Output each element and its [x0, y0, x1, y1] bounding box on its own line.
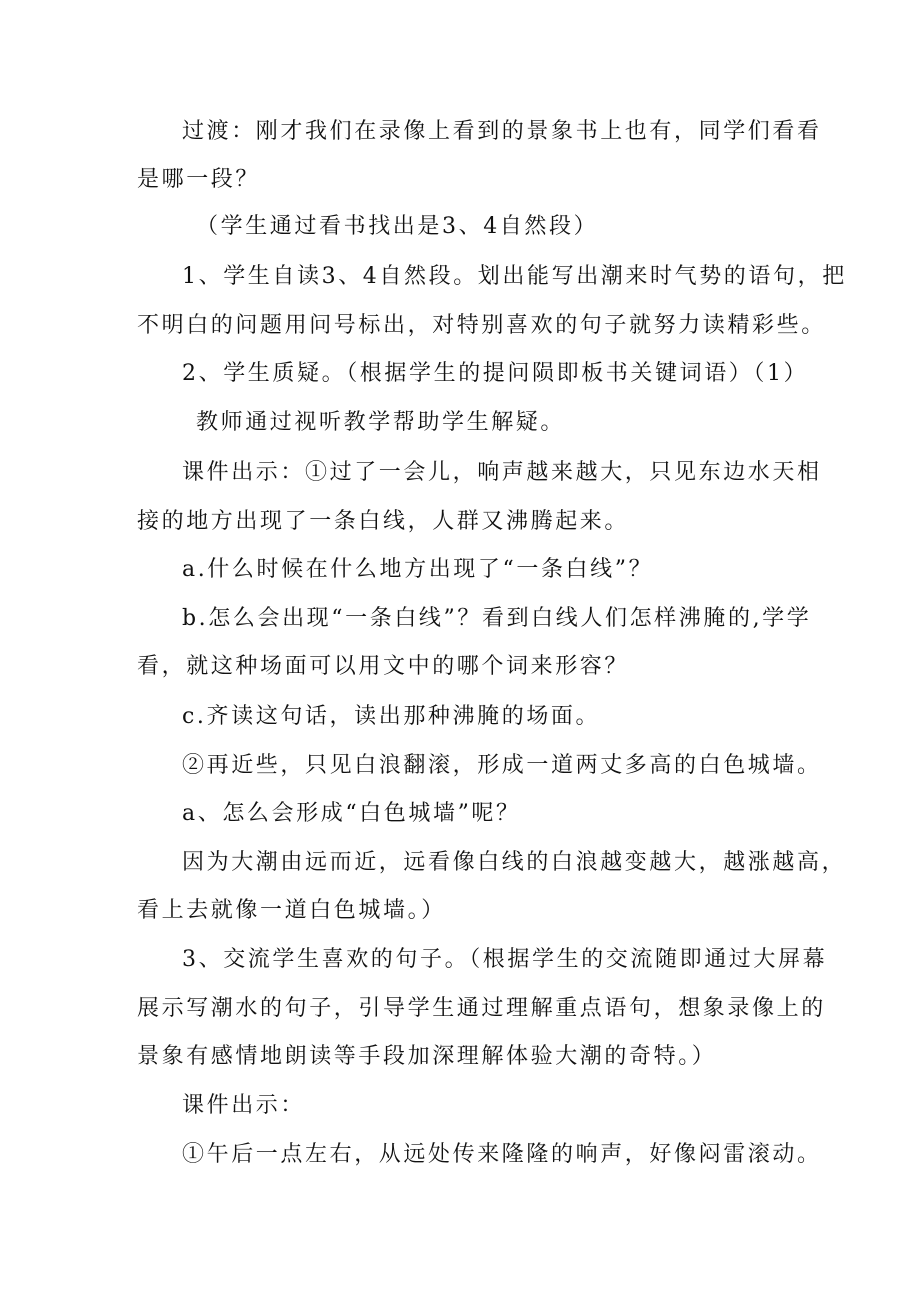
text-line-22: ①午后一点左右，从远处传来隆隆的响声，好像闷雷滚动。 [182, 1142, 822, 1167]
text-line-18: 3、交流学生喜欢的句子。（根据学生的交流随即通过大屏幕 [182, 947, 828, 972]
text-line-7: 教师通过视听教学帮助学生解疑。 [196, 410, 566, 435]
text-line-1: 过渡：刚才我们在录像上看到的景象书上也有，同学们看看 [182, 119, 822, 144]
text-line-20: 景象有感情地朗读等手段加深理解体验大潮的奇特。） [137, 1044, 717, 1069]
text-line-17: 看上去就像一道白色城墙。） [137, 898, 446, 923]
text-line-8: 课件出示：①过了一会儿，响声越来越大，只见东边水天相 [182, 460, 822, 485]
text-line-15: a、怎么会形成“白色城墙”呢？ [182, 801, 521, 826]
text-line-14: ②再近些，只见白浪翻滚，形成一道两丈多高的白色城墙。 [182, 753, 822, 778]
text-line-5: 不明白的问题用问号标出，对特别喜欢的句子就努力读精彩些。 [137, 313, 826, 338]
text-line-19: 展示写潮水的句子，引导学生通过理解重点语句，想象录像上的 [137, 996, 826, 1021]
text-line-10: a.什么时候在什么地方出现了“一条白线”？ [182, 557, 654, 582]
text-line-21: 课件出示： [182, 1093, 306, 1118]
text-line-12: 看，就这种场面可以用文中的哪个词来形容？ [137, 654, 630, 679]
text-line-9: 接的地方出现了一条白线，人群又沸腾起来。 [137, 509, 630, 534]
text-line-2: 是哪一段？ [137, 167, 261, 192]
text-line-13: c.齐读这句话，读出那种沸腌的场面。 [182, 704, 601, 729]
text-line-16: 因为大潮由远而近，远看像白线的白浪越变越大，越涨越高， [182, 850, 847, 875]
text-line-3: （学生通过看书找出是3、4自然段） [196, 214, 599, 239]
text-line-11: b.怎么会出现“一条白线”？看到白线人们怎样沸腌的,学学 [182, 606, 812, 631]
text-line-4: 1、学生自读3、4自然段。划出能写出潮来时气势的语句，把 [182, 264, 847, 289]
text-line-6: 2、学生质疑。（根据学生的提问陨即板书关键词语）（1） [182, 361, 809, 386]
